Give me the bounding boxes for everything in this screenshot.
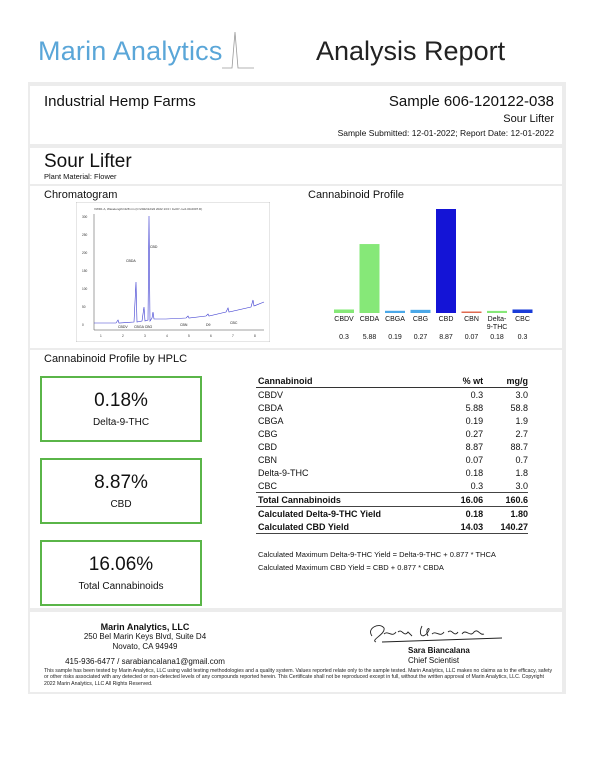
thc-summary-box <box>40 376 202 442</box>
disclaimer-text: This sample has been tested by Marin Analytics, LLC using valid testing methodologies and a quality system. Values reported relate only to the sample tested. Marin Analytics, LLC makes no claims as to the efficacy, safety or other risks associated with any detected or non-detected levels of any compounds reported herein. This Certificate shall not be reproduced except in full, without the written approval of Marin Analytics, LLC. Copyright 2022 Marin Analytics, LLC All Rights Reserved. <box>44 668 553 687</box>
chromatogram-y-tick: 300 <box>82 215 88 219</box>
chromatogram-y-tick: 50 <box>82 305 86 309</box>
chromatogram-heading: Chromatogram <box>44 189 118 201</box>
peak-label-d9: D9 <box>206 323 211 327</box>
bar-label: CBDA <box>359 316 380 323</box>
bar-cbdv <box>334 309 354 313</box>
signer-title: Chief Scientist <box>408 655 460 665</box>
company-name: Marin Analytics, LLC <box>100 622 190 632</box>
bar-value-label: 0.3 <box>339 334 349 341</box>
sample-id: Sample 606-120122-038 <box>388 93 554 110</box>
bar-cbc <box>513 309 533 313</box>
table-row <box>256 427 528 440</box>
row-name: CBN <box>258 454 278 465</box>
chromatogram-x-tick: 7 <box>232 334 234 338</box>
cbd-yield-name: Calculated CBD Yield <box>256 520 446 534</box>
bar-delta-9-thc <box>487 311 507 313</box>
row-mg: 1.9 <box>515 415 528 426</box>
company-contact: 415-936-6477 / sarabiancalana1@gmail.com <box>65 657 225 666</box>
row-mg: 1.8 <box>515 467 528 478</box>
bar-label: CBG <box>412 316 429 323</box>
thc-yield-row <box>256 507 528 521</box>
table-row <box>256 479 528 493</box>
col-cannabinoid: Cannabinoid <box>256 374 446 388</box>
row-pct: 0.3 <box>446 479 483 493</box>
bar-label: CBC <box>515 316 530 323</box>
chromatogram-x-tick: 1 <box>100 334 102 338</box>
peak-logo-icon <box>222 28 254 76</box>
bar-cbd <box>436 209 456 313</box>
peak-label-cbc: CBC <box>230 321 238 325</box>
results-table <box>256 374 528 534</box>
chromatogram-x-tick: 3 <box>144 334 146 338</box>
cbd-summary-label: CBD <box>110 499 132 510</box>
bar-label: Delta- 9-THC <box>486 316 508 331</box>
cbd-yield-row <box>256 520 528 534</box>
signer-block <box>408 646 470 665</box>
row-pct: 0.27 <box>465 428 484 439</box>
signer-name: Sara Biancalana <box>408 646 470 655</box>
peak-label-cbdv: CBDV <box>118 325 128 329</box>
signature-image <box>362 618 512 646</box>
total-row <box>256 493 528 507</box>
client-name: Industrial Hemp Farms <box>44 93 196 110</box>
table-row <box>256 466 528 479</box>
sample-name-right: Sour Lifter <box>503 113 554 125</box>
report-title: Analysis Report <box>316 36 506 66</box>
row-pct: 5.88 <box>465 402 484 413</box>
col-mg-g: mg/g <box>483 374 528 388</box>
chromatogram-x-tick: 5 <box>188 334 190 338</box>
table-row <box>256 401 528 414</box>
chromatogram-x-tick: 8 <box>254 334 256 338</box>
table-row <box>256 388 528 402</box>
cannabinoid-bar-chart <box>332 206 538 314</box>
chromatogram-y-tick: 200 <box>82 251 88 255</box>
table-row <box>256 440 528 453</box>
company-address-2: Novato, CA 94949 <box>112 642 178 651</box>
col-pct-wt: % wt <box>446 374 483 388</box>
chromatogram-x-tick: 6 <box>210 334 212 338</box>
chromatogram-plot <box>76 202 270 342</box>
company-address-1: 250 Bel Marin Keys Blvd, Suite D4 <box>83 632 207 641</box>
total-pct: 16.06 <box>446 493 483 507</box>
row-pct: 0.19 <box>465 415 484 426</box>
company-block <box>0 622 290 667</box>
total-summary-label: Total Cannabinoids <box>78 581 164 592</box>
row-name: CBC <box>256 479 446 493</box>
bar-value-label: 0.19 <box>388 334 402 341</box>
row-mg: 88.7 <box>510 441 528 452</box>
row-mg: 0.7 <box>515 454 528 465</box>
bar-label: CBN <box>464 316 479 323</box>
thc-yield-name: Calculated Delta-9-THC Yield <box>258 508 382 519</box>
row-name: CBDV <box>258 389 284 400</box>
total-name: Total Cannabinoids <box>256 493 446 507</box>
thc-yield-mg: 1.80 <box>510 508 528 519</box>
chromatogram-y-tick: 0 <box>82 323 84 327</box>
bar-cbg <box>411 310 431 313</box>
cbd-yield-note: Calculated Maximum CBD Yield = CBD + 0.877 * CBDA <box>258 563 444 572</box>
chromatogram-x-tick: 4 <box>166 334 168 338</box>
chromatogram-y-tick: 100 <box>82 287 88 291</box>
thc-yield-note: Calculated Maximum Delta-9-THC Yield = Delta-9-THC + 0.877 * THCA <box>258 550 496 559</box>
bar-value-label: 0.3 <box>517 334 528 341</box>
row-name: CBGA <box>258 415 284 426</box>
peak-label-cbd: CBD <box>150 245 158 249</box>
bar-label: CBD <box>438 316 454 323</box>
peak-label-cbda: CBDA <box>126 259 136 263</box>
row-name: Delta-9-THC <box>258 467 309 478</box>
peak-label-cbn: CBN <box>180 323 188 327</box>
row-mg: 3.0 <box>483 479 528 493</box>
table-row <box>256 453 528 466</box>
bar-cbda <box>360 244 380 313</box>
cbd-yield-mg: 140.27 <box>483 520 528 534</box>
bar-label: CBGA <box>385 316 405 323</box>
cbd-yield-pct: 14.03 <box>446 520 483 534</box>
sample-dates: Sample Submitted: 12-01-2022; Report Date: 12-01-2022 <box>337 128 554 138</box>
bar-value-label: 8.87 <box>439 334 453 341</box>
bar-value-label: 0.27 <box>413 334 428 341</box>
table-header-row <box>256 374 528 388</box>
bar-value-label: 0.18 <box>490 334 504 341</box>
row-name: CBDA <box>258 402 284 413</box>
total-summary-box <box>40 540 202 606</box>
row-mg: 3.0 <box>515 389 528 400</box>
row-pct: 0.3 <box>470 389 484 400</box>
chromatogram-y-tick: 250 <box>82 233 88 237</box>
bar-value-label: 0.07 <box>464 334 479 341</box>
sample-title: Sour Lifter <box>44 151 132 172</box>
bar-cbn <box>462 312 482 314</box>
row-name: CBG <box>258 428 278 439</box>
cbd-summary-value: 8.87% <box>94 472 148 493</box>
row-pct: 0.07 <box>465 454 484 465</box>
thc-summary-label: Delta-9-THC <box>92 417 150 428</box>
row-mg: 2.7 <box>515 428 528 439</box>
total-summary-value: 16.06% <box>88 554 154 575</box>
row-pct: 0.18 <box>465 467 484 478</box>
chromatogram-header: VWD1 A, Wavelength=228 nm (C:\2022\12\22 2022 13:0 \ 0+00 \ 1+0-00-0007.D) <box>94 207 203 211</box>
chromatogram-x-tick: 2 <box>122 334 124 338</box>
hplc-heading: Cannabinoid Profile by HPLC <box>44 353 188 365</box>
bar-cbga <box>385 311 405 313</box>
row-mg: 58.8 <box>510 402 528 413</box>
table-row <box>256 414 528 427</box>
row-pct: 8.87 <box>465 441 484 452</box>
bar-value-label: 5.88 <box>362 334 377 341</box>
plant-material: Plant Material: Flower <box>44 172 117 181</box>
total-mg: 160.6 <box>483 493 528 507</box>
cbd-summary-box <box>40 458 202 524</box>
thc-summary-value: 0.18% <box>94 390 148 411</box>
profile-heading: Cannabinoid Profile <box>308 189 405 201</box>
row-name: CBD <box>258 441 278 452</box>
chromatogram-y-tick: 150 <box>82 269 88 273</box>
thc-yield-pct: 0.18 <box>465 508 484 519</box>
peak-label-cbga-cbg: CBGA CBG <box>134 325 153 329</box>
brand-logo-text: Marin Analytics <box>38 36 223 66</box>
bar-label: CBDV <box>334 316 354 323</box>
